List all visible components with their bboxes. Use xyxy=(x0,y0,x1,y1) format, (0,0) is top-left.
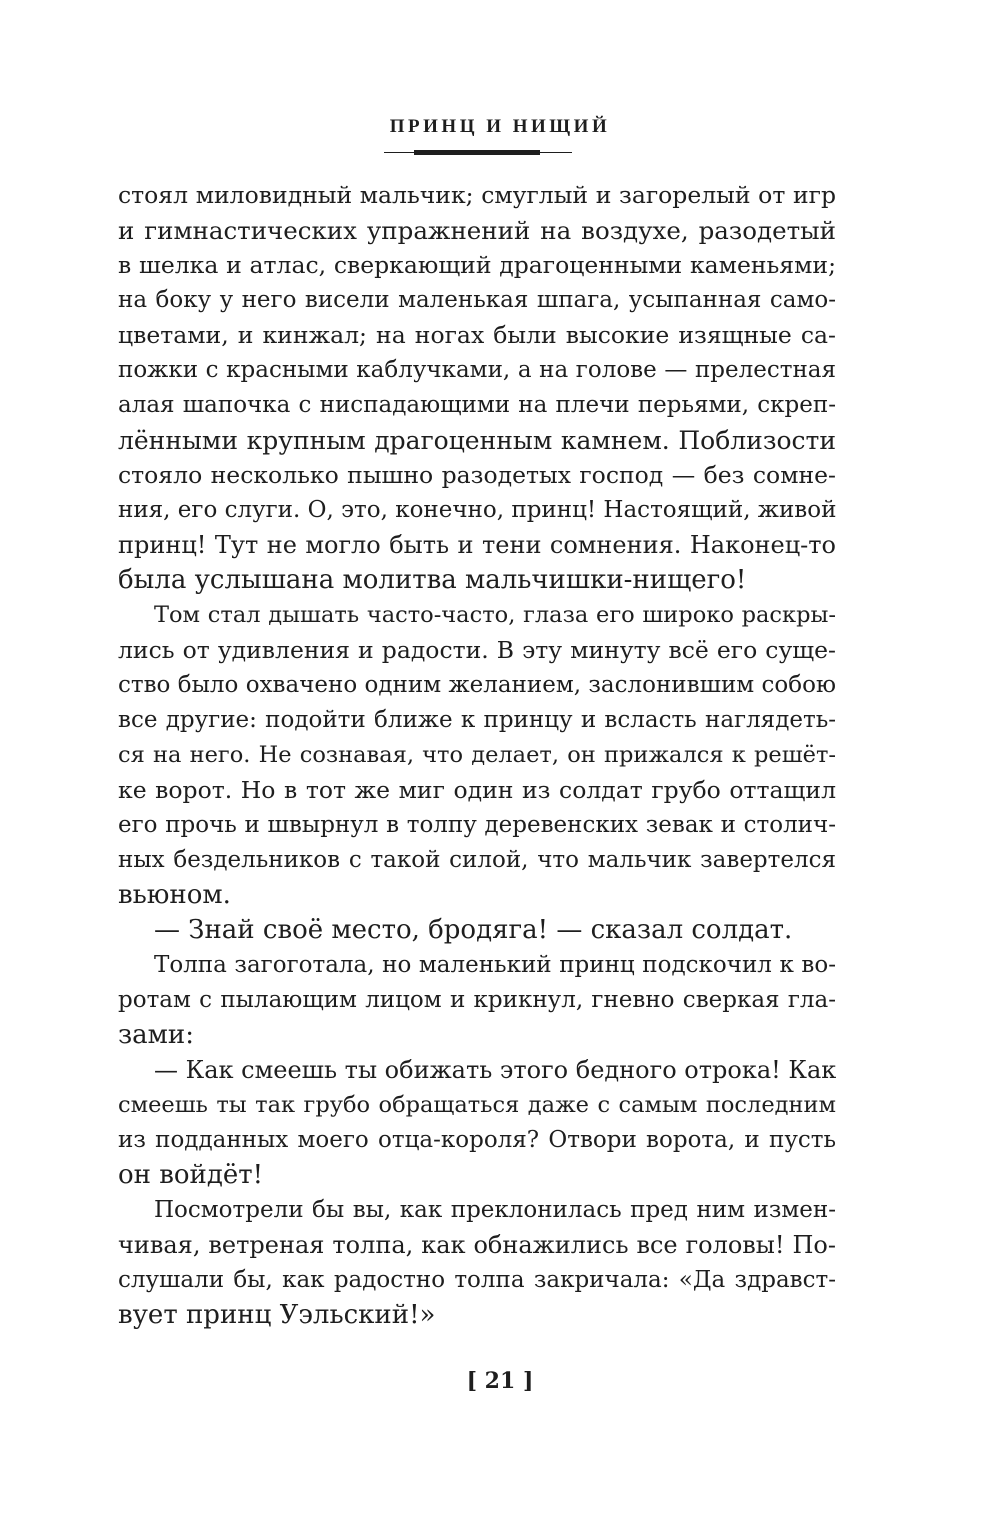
text-line: вьюном. xyxy=(118,880,231,910)
text-line: его прочь и швырнул в толпу деревенских зевак и столич- xyxy=(118,812,836,838)
text-line: слушали бы, как радостно толпа закричала: «Да здравст- xyxy=(118,1267,836,1293)
text-line: стоял миловидный мальчик; смуглый и загорелый от игр xyxy=(118,181,836,209)
text-line: лись от удивления и радости. В эту минуту всё его суще- xyxy=(118,636,836,664)
text-line: была услышана молитва мальчишки-нищего! xyxy=(118,565,747,595)
text-line: ке ворот. Но в тот же миг один из солдат грубо оттащил xyxy=(118,776,836,804)
text-line: все другие: подойти ближе к принцу и всласть наглядеть- xyxy=(118,707,836,733)
text-line: лёнными крупным драгоценным камнем. Поблизости xyxy=(118,426,836,455)
text-line: ротам с пылающим лицом и крикнул, гневно сверкая гла- xyxy=(118,987,836,1013)
text-line: принц! Тут не могло быть и тени сомнения. Наконец-то xyxy=(118,531,836,559)
body-text xyxy=(118,178,836,1333)
text-line: в шелка и атлас, сверкающий драгоценными каменьями; xyxy=(118,251,836,279)
text-line: чивая, ветреная толпа, как обнажились все головы! По- xyxy=(118,1231,836,1259)
page-number: [ 21 ] xyxy=(466,1368,534,1394)
text-line: ных бездельников с такой силой, что мальчик завертелся xyxy=(118,847,836,873)
text-line: смеешь ты так грубо обращаться даже с самым последним xyxy=(118,1092,836,1118)
text-line: он войдёт! xyxy=(118,1160,264,1190)
text-line: алая шапочка с ниспадающими на плечи перьями, скреп- xyxy=(118,392,836,418)
text-line: — Как смеешь ты обижать этого бедного отрока! Как xyxy=(154,1056,837,1084)
text-line: стояло несколько пышно разодетых господ — без сомне- xyxy=(118,461,836,489)
text-line: Том стал дышать часто-часто, глаза его широко раскры- xyxy=(154,602,836,628)
text-line: и гимнастических упражнений на воздухе, разодетый xyxy=(118,216,836,245)
text-line: вует принц Уэльский!» xyxy=(118,1300,436,1330)
text-line: зами: xyxy=(118,1020,194,1050)
text-line: цветами, и кинжал; на ногах были высокие изящные са- xyxy=(118,321,836,349)
text-line: Толпа загоготала, но маленький принц подскочил к во- xyxy=(154,952,836,978)
text-line: пожки с красными каблучками, а на голове — прелестная xyxy=(118,357,836,383)
text-line: ния, его слуги. О, это, конечно, принц! Настоящий, живой xyxy=(118,497,837,523)
text-line: ство было охвачено одним желанием, заслонившим собою xyxy=(118,672,836,698)
text-line: — Знай своё место, бродяга! — сказал солдат. xyxy=(154,915,793,945)
text-line: на боку у него висели маленькая шпага, усыпанная само- xyxy=(118,287,836,313)
running-head-title: ПРИНЦ И НИЩИЙ xyxy=(389,116,611,137)
header-rule-accent xyxy=(414,150,540,155)
text-line: ся на него. Не сознавая, что делает, он прижался к решёт- xyxy=(118,742,836,768)
text-line: из подданных моего отца-короля? Отвори ворота, и пусть xyxy=(118,1127,836,1153)
text-line: Посмотрели бы вы, как преклонилась пред ним измен- xyxy=(154,1197,836,1223)
